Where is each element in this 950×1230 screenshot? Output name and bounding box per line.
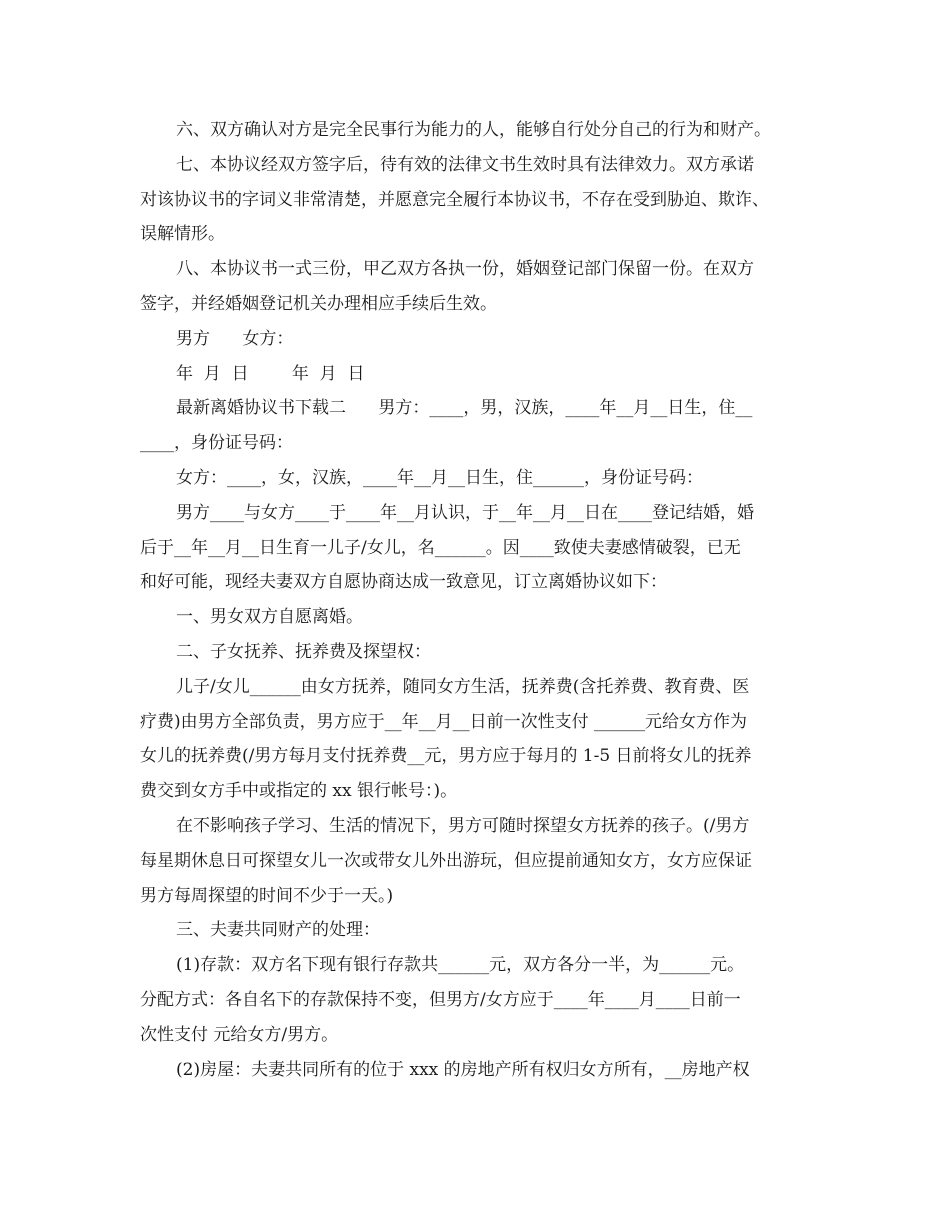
- text-line: (2)房屋：夫妻共同所有的位于 xxx 的房地产所有权归女方所有，__房地产权: [176, 1059, 750, 1080]
- text-line: 次性支付 元给女方/男方。: [140, 1024, 339, 1045]
- text-line: 最新离婚协议书下载二 男方：____，男，汉族，____年__月__日生，住__: [176, 398, 753, 419]
- text-line: 疗费)由男方全部负责，男方应于__年__月__日前一次性支付 ______元给女方作为: [140, 711, 748, 732]
- text-line: ____，身份证号码：: [140, 433, 293, 454]
- text-line: 男方 女方：: [176, 328, 294, 349]
- text-line: 年 月 日 年 月 日: [176, 363, 365, 384]
- text-line: 男方____与女方____于____年__月认识，于__年__月__日在____登记结婚，婚: [176, 502, 754, 523]
- text-line: 七、本协议经双方签字后，待有效的法律文书生效时具有法律效力。双方承诺: [176, 154, 754, 175]
- text-line: 女儿的抚养费(/男方每月支付抚养费__元，男方应于每月的 1-5 日前将女儿的抚养: [140, 746, 752, 767]
- text-line: 签字，并经婚姻登记机关办理相应手续后生效。: [140, 293, 497, 314]
- text-line: 后于__年__月__日生育一儿子/女儿，名______。因____致使夫妻感情破裂，已无: [140, 537, 741, 558]
- document-body: [140, 116, 820, 1090]
- text-line: 八、本协议书一式三份，甲乙双方各执一份，婚姻登记部门保留一份。在双方: [176, 259, 754, 280]
- text-line: 男方每周探望的时间不少于一天。): [140, 885, 394, 906]
- text-line: 二、子女抚养、抚养费及探望权：: [176, 641, 431, 662]
- text-line: 女方：____，女，汉族，____年__月__日生，住______，身份证号码：: [176, 467, 703, 488]
- text-line: 在不影响孩子学习、生活的情况下，男方可随时探望女方抚养的孩子。(/男方: [176, 815, 750, 836]
- text-line: 和好可能，现经夫妻双方自愿协商达成一致意见，订立离婚协议如下：: [140, 572, 667, 593]
- text-line: 每星期休息日可探望女儿一次或带女儿外出游玩，但应提前通知女方，女方应保证: [140, 850, 752, 871]
- text-line: 儿子/女儿______由女方抚养，随同女方生活，抚养费(含托养费、教育费、医: [176, 676, 750, 697]
- text-line: 误解情形。: [140, 224, 225, 245]
- text-line: 费交到女方手中或指定的 xx 银行帐号：)。: [140, 781, 458, 802]
- text-line: 一、男女双方自愿离婚。: [176, 607, 363, 628]
- text-line: 六、双方确认对方是完全民事行为能力的人，能够自行处分自己的行为和财产。: [176, 120, 771, 140]
- text-line: 三、夫妻共同财产的处理：: [176, 920, 380, 941]
- text-line: 对该协议书的字词义非常清楚，并愿意完全履行本协议书，不存在受到胁迫、欺诈、: [140, 189, 769, 210]
- text-line: 分配方式：各自名下的存款保持不变，但男方/女方应于____年____月____日前一: [140, 989, 741, 1010]
- text-line: (1)存款：双方名下现有银行存款共______元，双方各分一半，为______元。: [176, 955, 745, 976]
